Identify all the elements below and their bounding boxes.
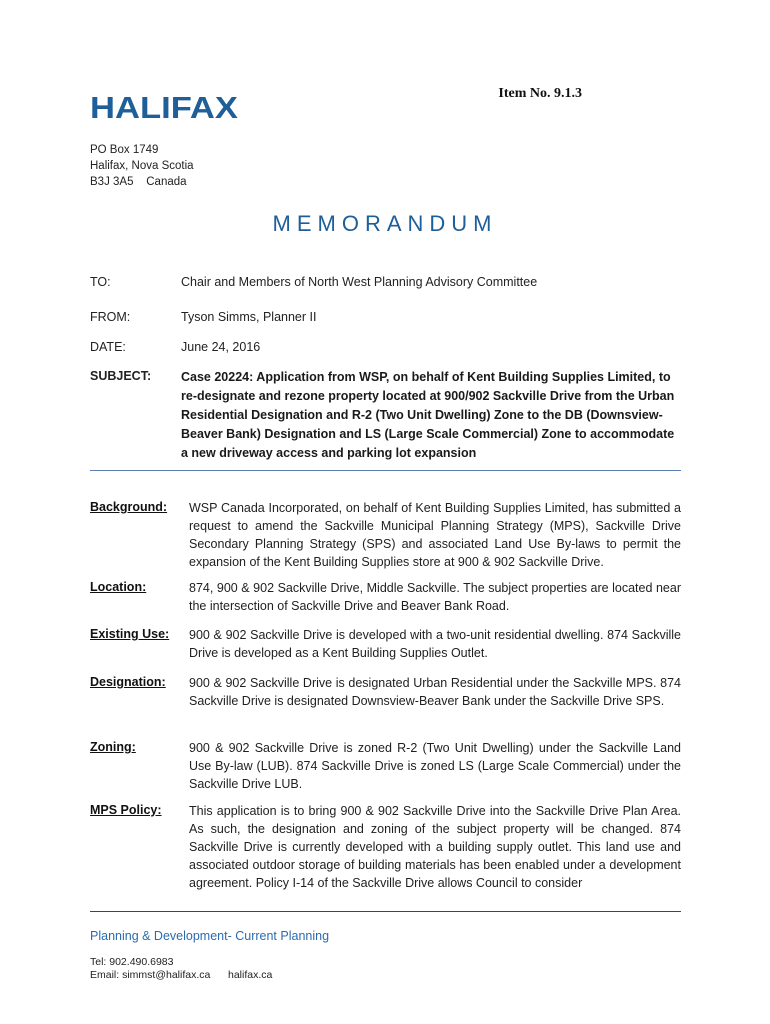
section-text-existing-use: 900 & 902 Sackville Drive is developed with a two-unit residential dwelling. 874 Sackville Drive is developed as a Kent Building Supplies Outlet. [189, 628, 681, 660]
address-line: Halifax, Nova Scotia [90, 160, 194, 172]
date-value: June 24, 2016 [181, 340, 261, 354]
svg-text:HALIFAX: HALIFAX [90, 90, 239, 122]
item-number: Item No. 9.1.3 [498, 86, 582, 101]
footer-divider [90, 911, 681, 912]
section-text-zoning: 900 & 902 Sackville Drive is zoned R-2 (Two Unit Dwelling) under the Sackville Land Use By-law (LUB). 874 Sackville Drive is zoned LS (Large Scale Commercial) under the Sackville Drive LUB. [189, 741, 681, 791]
to-label: TO: [90, 275, 111, 289]
section-text-mps-policy: This application is to bring 900 & 902 Sackville Drive into the Sackville Drive Plan Area. As such, the designation and zoning of the subject property will be changed. 874 Sackville Drive is currently developed with a building supply outlet. This land use and associated outdoor storage of building materials has been enabled under a development agreement. Policy I-14 of the Sackville Drive allows Council to consider [189, 804, 681, 890]
to-value: Chair and Members of North West Planning Advisory Committee [181, 275, 538, 289]
from-label: FROM: [90, 310, 131, 324]
memo-title: MEMORANDUM [272, 211, 498, 236]
footer-contact [90, 956, 210, 982]
halifax-logo [90, 90, 240, 122]
section-label-background: Background: [90, 500, 168, 514]
header-divider [90, 470, 681, 471]
section-label-designation: Designation: [90, 675, 166, 689]
address-line: B3J 3A5 Canada [90, 176, 187, 188]
section-label-mps-policy: MPS Policy: [90, 803, 162, 817]
address-line: PO Box 1749 [90, 144, 159, 156]
section-text-location: 874, 900 & 902 Sackville Drive, Middle Sackville. The subject properties are located near the intersection of Sackville Drive and Beaver Bank Road. [189, 581, 681, 613]
section-label-zoning: Zoning: [90, 740, 136, 754]
from-value: Tyson Simms, Planner II [181, 310, 317, 324]
subject-label: SUBJECT: [90, 369, 152, 383]
date-label: DATE: [90, 340, 126, 354]
section-text-designation: 900 & 902 Sackville Drive is designated Urban Residential under the Sackville MPS. 874 Sackville Drive is designated Downsview-Beaver Bank under the Sackville Drive SPS. [189, 676, 681, 708]
subject-value: Case 20224: Application from WSP, on behalf of Kent Building Supplies Limited, to re-designate and rezone property located at 900/902 Sackville Drive from the Urban Residential Designation and R-2 (Two Unit Dwelling) Zone to the DB (Downsview-Beaver Bank) Designation and LS (Large Scale Commercial) Zone to accommodate a new driveway access and parking lot expansion [181, 370, 675, 460]
footer-website: halifax.ca [228, 969, 273, 981]
halifax-logo-graphic [90, 90, 240, 122]
footer-tel: Tel: 902.490.6983 [90, 956, 174, 968]
footer-email: Email: simmst@halifax.ca [90, 969, 211, 981]
section-label-location: Location: [90, 580, 147, 594]
mailing-address [90, 142, 194, 190]
footer-department: Planning & Development- Current Planning [90, 929, 330, 943]
section-label-existing-use: Existing Use: [90, 627, 170, 641]
section-text-background: WSP Canada Incorporated, on behalf of Kent Building Supplies Limited, has submitted a request to amend the Sackville Municipal Planning Strategy (MPS), Sackville Drive Secondary Planning Strategy (SPS) and associated Land Use By-laws to permit the expansion of the Kent Building Supplies store at 900 & 902 Sackville Drive. [189, 501, 681, 569]
